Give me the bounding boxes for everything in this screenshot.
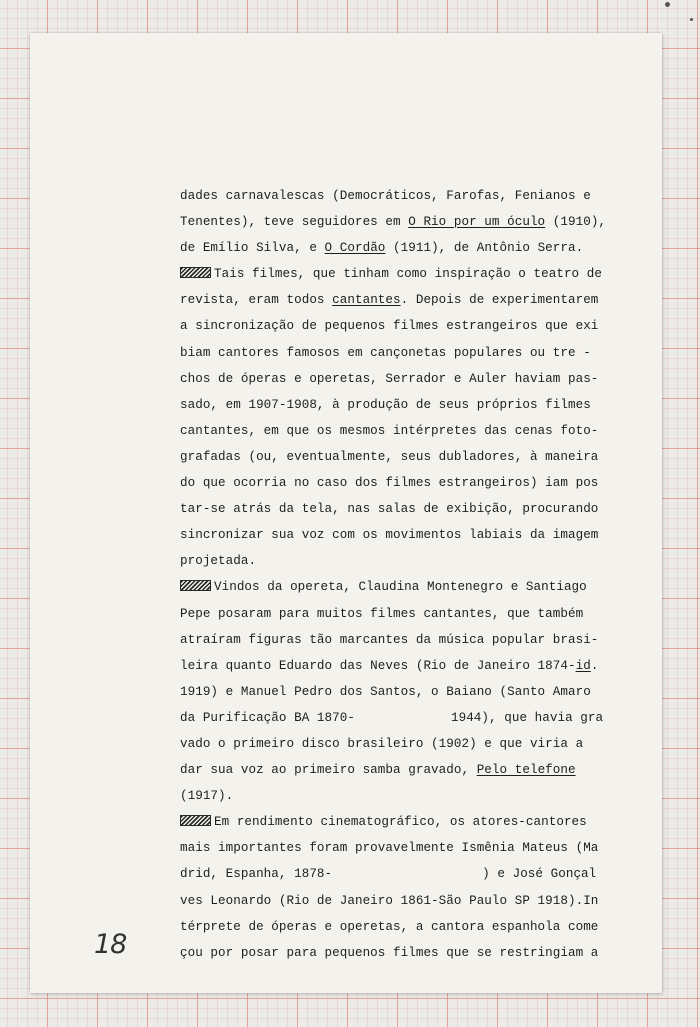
underlined-title: Pelo telefone [476, 763, 576, 778]
paragraph-mark-icon [180, 580, 211, 591]
line-text: sado, em 1907-1908, à produção de seus próprios filmes [180, 397, 591, 412]
pin-hole [690, 18, 693, 21]
underlined-title: id [575, 658, 591, 673]
line-text: Pepe posaram para muitos filmes cantantes, que também [180, 606, 584, 621]
line-text: mais importantes foram provavelmente Ismênia Mateus (Ma [180, 841, 599, 856]
text-line [180, 861, 630, 887]
text-line [180, 444, 630, 470]
text-line [180, 783, 630, 809]
line-text: Em rendimento cinematográfico, os atores-cantores [214, 815, 587, 830]
text-line [180, 313, 630, 339]
line-text-after: 1944), que havia gra [450, 710, 604, 725]
text-line [180, 940, 630, 966]
line-text: drid, Espanha, 1878- [180, 867, 333, 882]
text-line [180, 496, 630, 522]
text-line [180, 627, 630, 653]
line-text: a sincronização de pequenos filmes estrangeiros que exi [180, 319, 599, 334]
text-line [180, 340, 630, 366]
text-line [180, 366, 630, 392]
line-text: do que ocorria no caso dos filmes estrangeiros) iam pos [180, 476, 599, 491]
text-line [180, 522, 630, 548]
page-number: 18 [94, 929, 127, 960]
text-line [180, 183, 630, 209]
line-text: cantantes, em que os mesmos intérpretes das cenas foto- [180, 423, 599, 438]
line-text: chos de óperas e operetas, Serrador e Auler haviam pas- [180, 371, 599, 386]
text-line [180, 835, 630, 861]
text-line [180, 653, 630, 679]
line-text: vado o primeiro disco brasileiro (1902) e que viria a [180, 736, 584, 751]
line-text: projetada. [180, 554, 257, 569]
line-text-after: ) e José Gonçal [482, 867, 597, 882]
line-text: çou por posar para pequenos filmes que se restringiam a [180, 945, 599, 960]
line-text-after: . [590, 658, 599, 673]
text-line [180, 392, 630, 418]
line-text: grafadas (ou, eventualmente, seus dubladores, à maneira [180, 449, 599, 464]
document-body [180, 183, 630, 966]
line-text: leira quanto Eduardo das Neves (Rio de Janeiro 1874- [180, 658, 576, 673]
line-text: de Emílio Silva, e [180, 241, 325, 256]
line-text: dades carnavalescas (Democráticos, Farofas, Fenianos e [180, 189, 591, 203]
line-text: (1917). [180, 789, 234, 804]
text-line [180, 809, 630, 835]
line-text: 1919) e Manuel Pedro dos Santos, o Baiano (Santo Amaro [180, 684, 591, 699]
line-text: Tais filmes, que tinham como inspiração o teatro de [214, 267, 602, 282]
line-text: ves Leonardo (Rio de Janeiro 1861-São Paulo SP 1918).In [180, 893, 599, 908]
typewritten-page [30, 33, 662, 993]
line-text: Vindos da opereta, Claudina Montenegro e Santiago [214, 580, 587, 595]
text-line [180, 574, 630, 600]
text-line [180, 757, 630, 783]
text-line [180, 888, 630, 914]
text-line [180, 731, 630, 757]
text-line [180, 235, 630, 261]
line-text: biam cantores famosos em cançonetas populares ou tre - [180, 345, 591, 360]
line-text: Tenentes), teve seguidores em [180, 215, 409, 230]
line-text: dar sua voz ao primeiro samba gravado, [180, 763, 477, 778]
paragraph-mark-icon [180, 267, 211, 278]
line-text: da Purificação BA 1870- [180, 710, 355, 725]
paragraph-mark-icon [180, 815, 211, 826]
line-text-after: . Depois de experimentarem [400, 293, 599, 308]
line-text: tar-se atrás da tela, nas salas de exibição, procurando [180, 502, 599, 517]
text-line [180, 601, 630, 627]
underlined-title: O Cordão [324, 241, 386, 256]
text-line [180, 209, 630, 235]
text-line [180, 705, 630, 731]
text-line [180, 418, 630, 444]
text-line [180, 470, 630, 496]
text-line [180, 679, 630, 705]
text-line [180, 287, 630, 313]
line-text: térprete de óperas e operetas, a cantora espanhola come [180, 919, 599, 934]
text-line [180, 914, 630, 940]
line-text: revista, eram todos [180, 293, 333, 308]
pin-hole [665, 2, 670, 7]
line-text: atraíram figuras tão marcantes da música popular brasi- [180, 632, 599, 647]
line-text: sincronizar sua voz com os movimentos labiais da imagem [180, 528, 599, 543]
text-line [180, 548, 630, 574]
underlined-title: cantantes [332, 293, 401, 308]
text-line [180, 261, 630, 287]
line-text-after: (1910), [545, 215, 607, 230]
line-text-after: (1911), de Antônio Serra. [385, 241, 584, 256]
underlined-title: O Rio por um óculo [408, 215, 546, 230]
